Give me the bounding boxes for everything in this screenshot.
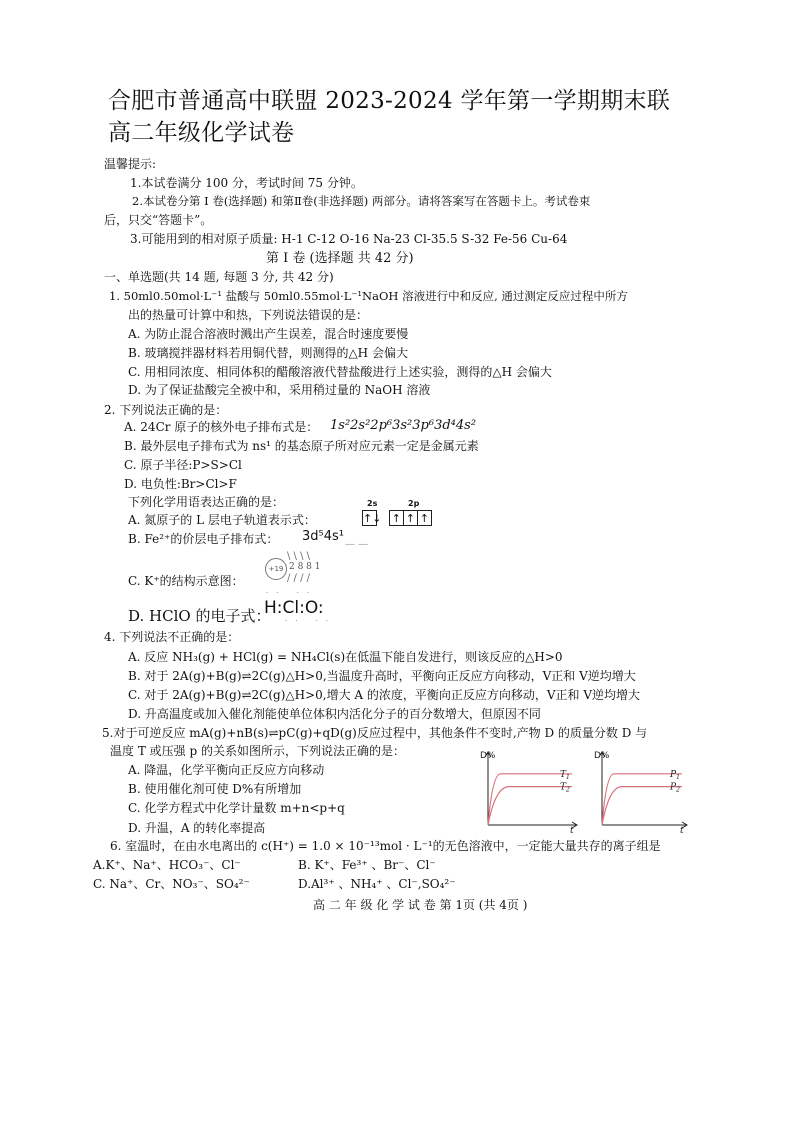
q3-stem: 下列化学用语表达正确的是：	[128, 495, 285, 509]
title-line-1: 合肥市普通高中联盟 2023-2024 学年第一学期期末联	[108, 88, 671, 114]
orbital-box-2p-1: ↑	[389, 510, 404, 526]
lewis-dots-bottom: ·· ··	[285, 617, 337, 625]
q3-option-c: C. K⁺的结构示意图：	[128, 574, 244, 588]
q1-option-a: A. 为防止混合溶液时溅出产生误差，混合时速度要慢	[128, 327, 409, 341]
q5-option-d: D. 升温，A 的转化率提高	[128, 821, 266, 835]
shell-arcs-bottom: / / / /	[287, 573, 311, 584]
notice-item-3: 3.可能用到的相对原子质量: H-1 C-12 O-16 Na-23 Cl-35.5 S-32 Fe-56 Cu-64	[130, 232, 568, 246]
q1-option-b: B. 玻璃搅拌器材料若用铜代替，则测得的△H 会偏大	[128, 346, 408, 360]
q1-option-c: C. 用相同浓度、相同体积的醋酸溶液代替盐酸进行上述实验，测得的△H 会偏大	[128, 365, 552, 379]
q3-option-b-formula: 3d⁵4s¹	[302, 529, 344, 544]
q6-option-b: B. K⁺、Fe³⁺ 、Br⁻、Cl⁻	[298, 858, 436, 872]
chart1-x-label: t	[570, 826, 574, 833]
shell-electrons: 2 8 8 1	[289, 562, 321, 572]
orbital-label-2s: 2s	[367, 499, 378, 508]
q5-stem: 5.对于可逆反应 mA(g)+nB(s)⇌pC(g)+qD(g)反应过程中，其他条件不变时,产物 D 的质量分数 D 与	[102, 726, 648, 740]
q3-option-a: A. 氮原子的 L 层电子轨道表示式：	[128, 513, 316, 527]
q5-option-a: A. 降温，化学平衡向正反应方向移动	[128, 763, 325, 777]
chart1-series-T1	[488, 774, 572, 825]
notice-item-2: 2.本试卷分第 I 卷(选择题) 和第Ⅱ卷(非选择题) 两部分。请将答案写在答题卡上。考试卷束	[132, 194, 591, 208]
q6-option-c: C. Na⁺、Cr、NO₃⁻、SO₄²⁻	[93, 877, 250, 891]
q3-option-d: D. HClO 的电子式：	[128, 607, 271, 625]
q3-option-b: B. Fe²⁺的价层电子排布式：	[128, 532, 279, 546]
page-footer: 高 二 年 级 化 学 试 卷 第 1页 (共 4页 )	[313, 898, 528, 912]
chart2-series-P1	[602, 774, 682, 825]
chart2-y-label: D%	[594, 751, 610, 761]
notice-heading: 温馨提示:	[104, 157, 157, 171]
q2-option-c: C. 原子半径:P>S>Cl	[124, 458, 242, 472]
chart2-x-label: t	[680, 826, 684, 833]
q6-stem: 6. 室温时，在由水电离出的 c(H⁺) = 1.0 × 10⁻¹³mol · L⁻¹的无色溶液中，一定能大量共存的离子组是	[110, 839, 661, 853]
orbital-box-2p-3: ↑	[417, 510, 432, 526]
q5-option-b: B. 使用催化剂可使 D%有所增加	[128, 782, 302, 796]
chart2-legend-P1: $P_1$	[670, 769, 680, 781]
q2-option-b: B. 最外层电子排布式为 ns¹ 的基态原子所对应元素一定是金属元素	[124, 439, 479, 453]
section1-heading: 一、单选题(共 14 题, 每题 3 分, 共 42 分)	[104, 270, 334, 284]
scan-dash: — —	[345, 539, 369, 550]
q5-stem-cont: 温度 T 或压强 p 的关系如图所示，下列说法正确的是：	[110, 744, 405, 758]
nucleus-circle: +19	[265, 558, 287, 580]
q3-option-d-formula: H:Cl:O:	[264, 598, 324, 618]
chart-temperature	[474, 745, 584, 833]
q2-option-a-formula: 1s²2s²2p⁶3s²3p⁶3d⁴4s²	[330, 418, 477, 433]
orbital-label-2p: 2p	[408, 499, 420, 508]
q4-option-c: C. 对于 2A(g)+B(g)⇌2C(g)△H>0,增大 A 的浓度，平衡向正反应方向移动，V正和 V逆均增大	[128, 688, 641, 702]
orbital-box-2p-2: ↑	[403, 510, 418, 526]
q6-option-a: A.K⁺、Na⁺、HCO₃⁻、Cl⁻	[93, 858, 241, 872]
chart-pressure	[588, 745, 694, 833]
q1-option-d: D. 为了保证盐酸完全被中和，采用稍过量的 NaOH 溶液	[128, 383, 431, 397]
q1-stem-cont: 出的热量可计算中和热，下列说法错误的是：	[128, 308, 369, 322]
q5-option-c: C. 化学方程式中化学计量数 m+n<p+q	[128, 801, 345, 815]
chart2-legend-P2: $P_2$	[670, 782, 680, 794]
q1-stem: 1. 50ml0.50mol·L⁻¹ 盐酸与 50ml0.55mol·L⁻¹NaOH 溶液进行中和反应, 通过测定反应过程中所方	[109, 289, 628, 303]
shell-arcs-top: \ \ \ \	[287, 551, 311, 562]
q2-option-a: A. 24Cr 原子的核外电子排布式是：	[124, 420, 319, 434]
q2-stem: 2. 下列说法正确的是：	[104, 403, 228, 417]
q6-option-d: D.Al³⁺ 、NH₄⁺ 、Cl⁻,SO₄²⁻	[298, 877, 456, 891]
notice-item-1: 1.本试卷满分 100 分，考试时间 75 分钟。	[130, 176, 363, 190]
q4-stem: 4. 下列说法不正确的是：	[104, 630, 240, 644]
q2-option-d: D. 电负性:Br>Cl>F	[124, 477, 237, 491]
lewis-dots-top: ·· ··	[266, 589, 318, 597]
q4-option-a: A. 反应 NH₃(g) + HCl(g) = NH₄Cl(s)在低温下能自发进行，则该反应的△H>0	[128, 650, 563, 664]
chart1-legend-T1: $T_1$	[560, 769, 570, 781]
title-line-2: 高二年级化学试卷	[108, 120, 295, 146]
chart1-legend-T2: $T_2$	[560, 782, 570, 794]
chart1-y-label: D%	[480, 751, 496, 761]
notice-item-2-cont: 后，只交“答题卡”。	[104, 213, 213, 227]
orbital-box-2s: ↑↓	[363, 512, 382, 525]
part1-title: 第 I 卷 (选择题 共 42 分)	[266, 251, 414, 266]
q4-option-d: D. 升高温度或加入催化剂能使单位体积内活化分子的百分数增大，但原因不同	[128, 707, 541, 721]
q4-option-b: B. 对于 2A(g)+B(g)⇌2C(g)△H>0,当温度升高时，平衡向正反应方向移动，V正和 V逆均增大	[128, 669, 636, 683]
